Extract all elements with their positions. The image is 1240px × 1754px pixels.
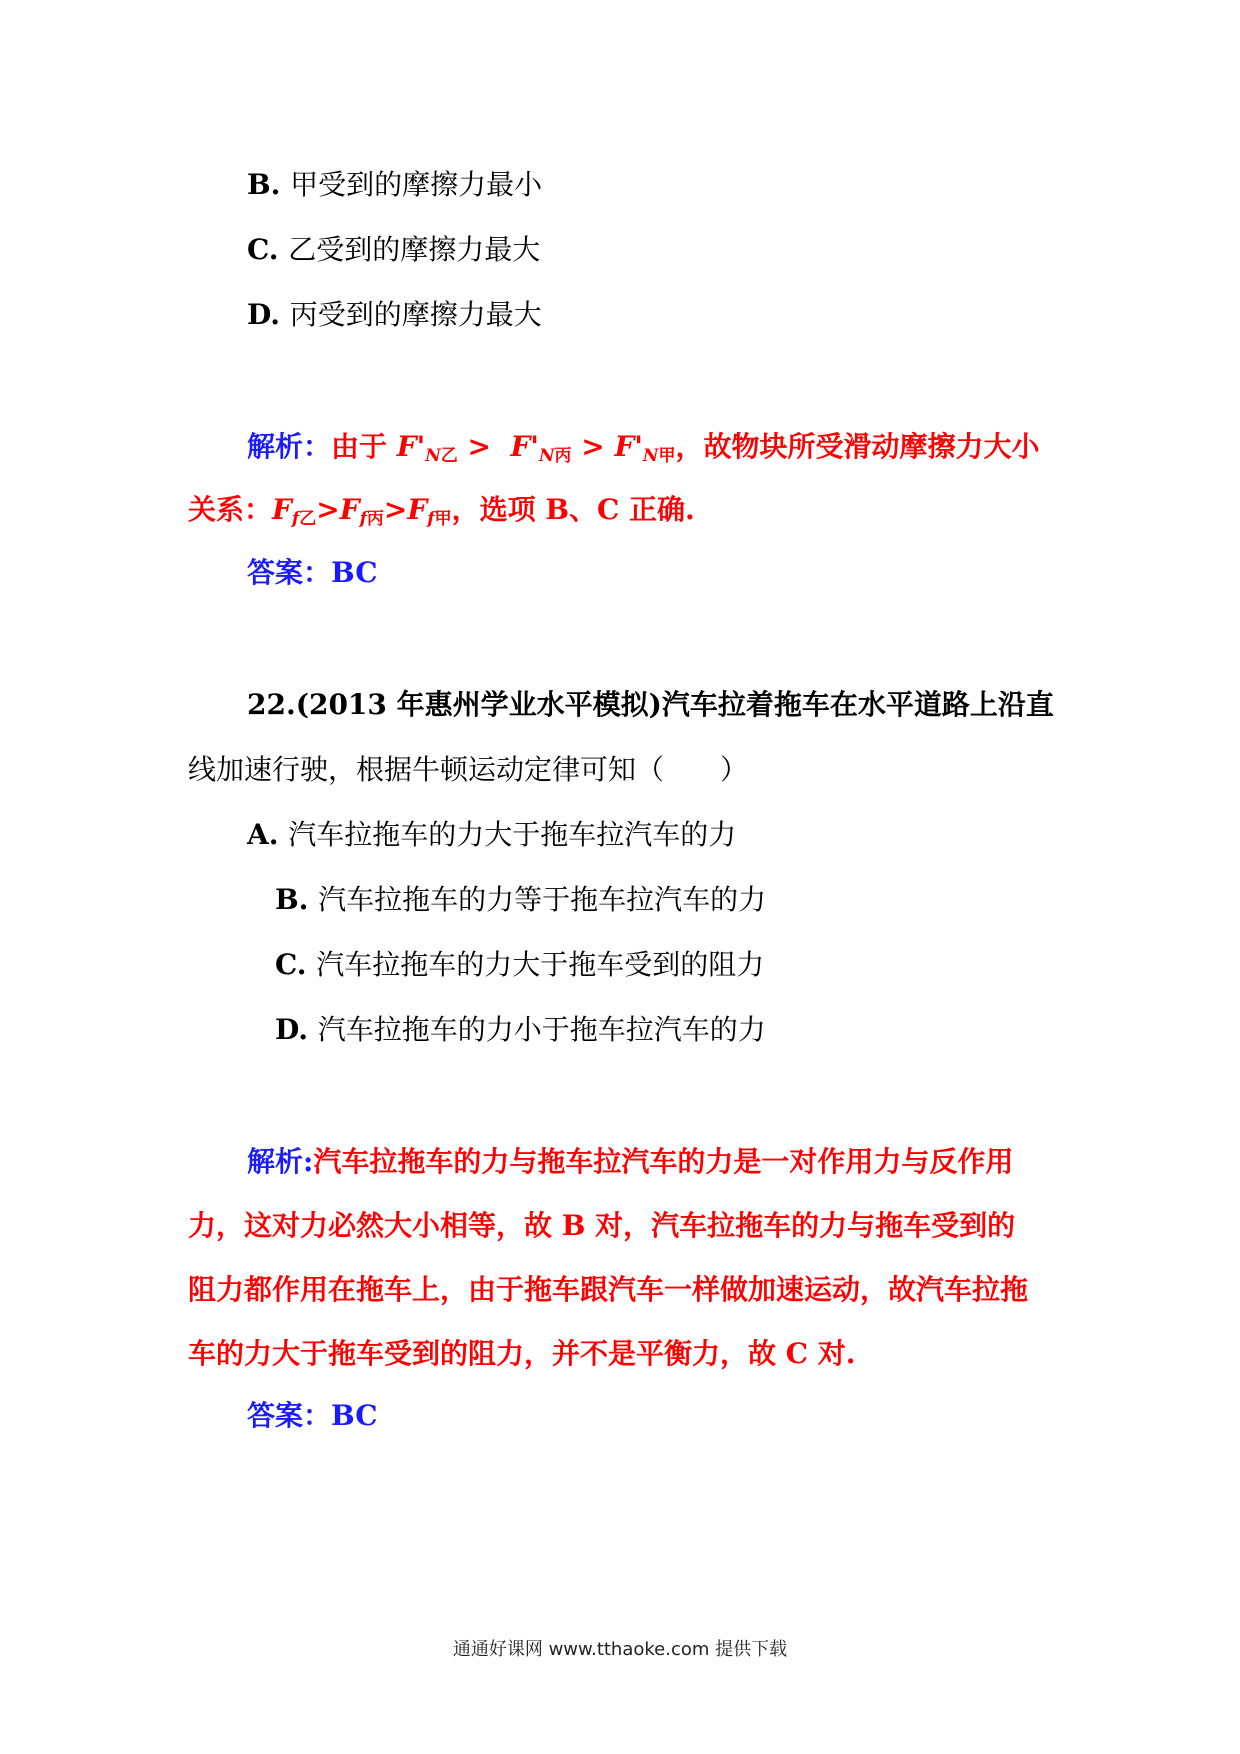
q22-stem-line1: 22.(2013 年惠州学业水平模拟)汽车拉着拖车在水平道路上沿直 [247,688,1054,721]
q22-stem-line2: 线加速行驶，根据牛顿运动定律可知（ ） [188,753,749,786]
q22-option-c: C. 汽车拉拖车的力大于拖车受到的阻力 [275,948,765,981]
q21-option-d: D. 丙受到的摩擦力最大 [247,298,542,331]
analysis-label: 解析： [247,430,332,463]
analysis-label: 解析: [247,1145,314,1178]
q22-option-a: A. 汽车拉拖车的力大于拖车拉汽车的力 [247,818,737,851]
page-footer: 通通好课网 www.tthaoke.com 提供下载 [452,1639,788,1660]
q22-option-d: D. 汽车拉拖车的力小于拖车拉汽车的力 [275,1013,766,1046]
q21-analysis-line2: 关系：$F_{f乙}>F_{f丙}>F_{f甲}$，选项 B、C 正确. [188,493,695,529]
q22-answer: 答案：BC [247,1399,378,1432]
q21-analysis-line1: 解析：由于 $F'_{N乙} > F'_{N丙} > F'_{N甲}$，故物块所受滑动摩擦力大小 [247,430,1040,466]
q22-analysis-line2: 力，这对力必然大小相等，故 B 对，汽车拉拖车的力与拖车受到的 [188,1209,1016,1242]
q22-option-b: B. 汽车拉拖车的力等于拖车拉汽车的力 [275,883,767,916]
q21-option-b: B. 甲受到的摩擦力最小 [247,168,543,201]
q21-answer: 答案：BC [247,556,378,589]
q22-analysis-line1: 解析:汽车拉拖车的力与拖车拉汽车的力是一对作用力与反作用 [247,1145,1014,1178]
q22-analysis-line3: 阻力都作用在拖车上，由于拖车跟汽车一样做加速运动，故汽车拉拖 [188,1273,1029,1306]
q21-option-c: C. 乙受到的摩擦力最大 [247,233,541,266]
q22-analysis-line4: 车的力大于拖车受到的阻力，并不是平衡力，故 C 对. [188,1337,856,1370]
